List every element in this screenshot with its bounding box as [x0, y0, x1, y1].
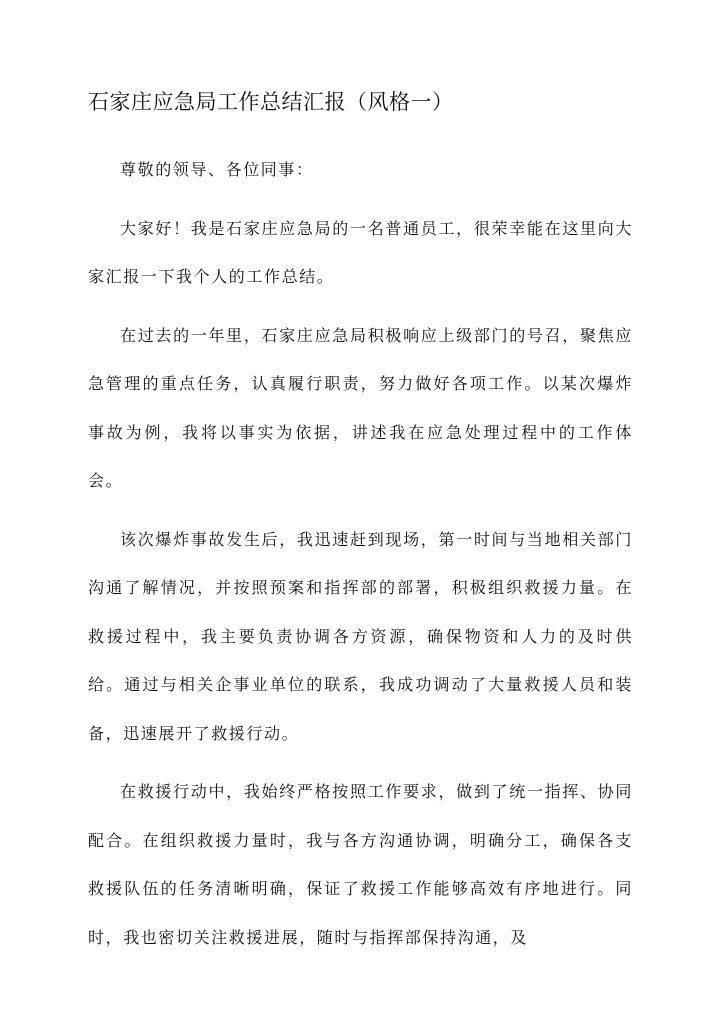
paragraph: 在救援行动中，我始终严格按照工作要求，做到了统一指挥、协同配合。在组织救援力量时，我与各方沟通协调，明确分工，确保各支救援队伍的任务清晰明确，保证了救援工作能够高效有序地进行。同时，我也密切关注救援进展，随时与指挥部保持沟通，及	[88, 782, 633, 947]
paragraph: 在过去的一年里，石家庄应急局积极响应上级部门的号召，聚焦应急管理的重点任务，认真履行职责，努力做好各项工作。以某次爆炸事故为例，我将以事实为依据，讲述我在应急处理过程中的工作体会。	[88, 325, 633, 490]
paragraph: 大家好！我是石家庄应急局的一名普通员工，很荣幸能在这里向大家汇报一下我个人的工作总结。	[88, 218, 633, 286]
paragraph: 该次爆炸事故发生后，我迅速赶到现场，第一时间与当地相关部门沟通了解情况，并按照预案和指挥部的部署，积极组织救援力量。在救援过程中，我主要负责协调各方资源，确保物资和人力的及时供给。通过与相关企事业单位的联系，我成功调动了大量救援人员和装备，迅速展开了救援行动。	[88, 529, 633, 743]
salutation: 尊敬的领导、各位同事：	[120, 160, 314, 179]
document-title: 石家庄应急局工作总结汇报（风格一）	[88, 90, 454, 114]
document-body	[88, 146, 633, 972]
